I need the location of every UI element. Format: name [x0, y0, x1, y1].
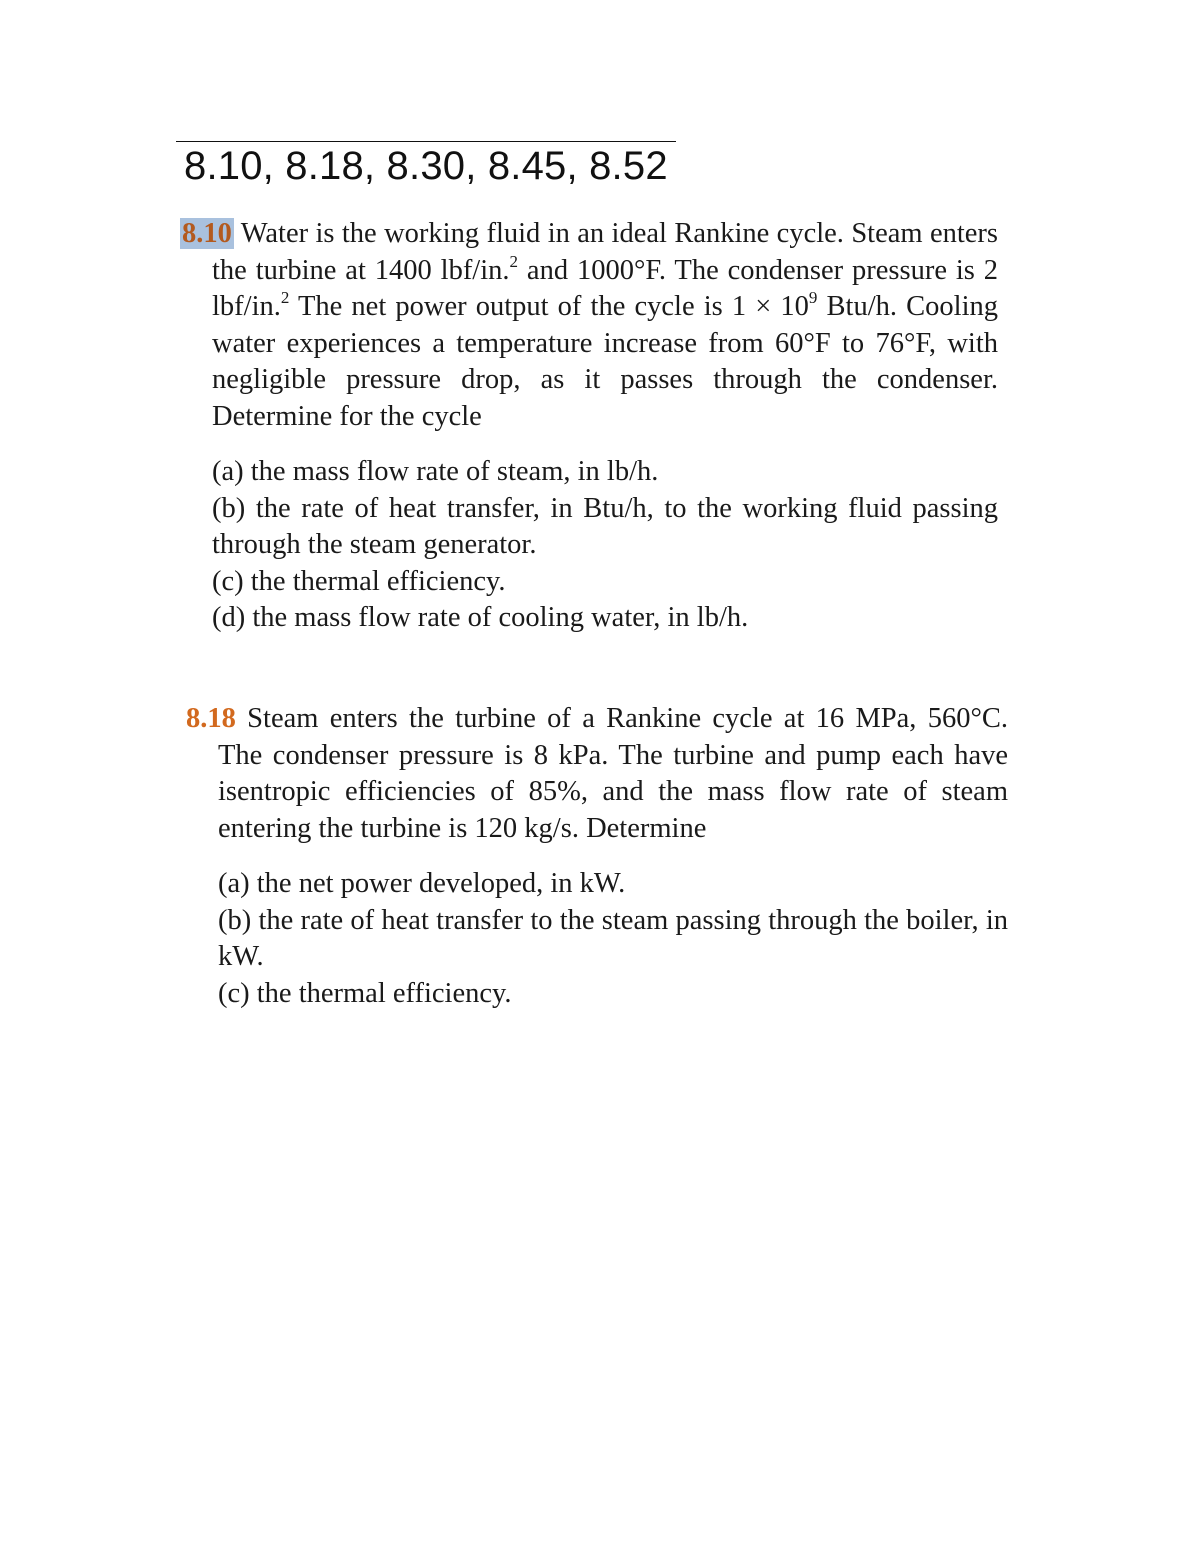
problem-number[interactable]: 8.10 [182, 218, 232, 249]
statement-text: Water is the working fluid in an ideal Rankine cycle. Steam enters the turbine at 1400 lbf/in. [212, 218, 998, 286]
part-list [186, 866, 1008, 1012]
problem-8-10 [180, 216, 998, 637]
problem-number: 8.18 [186, 703, 236, 734]
problem-statement [180, 216, 998, 435]
header-rule [176, 141, 676, 142]
page-title: 8.10, 8.18, 8.30, 8.45, 8.52 [184, 144, 668, 188]
problem-8-18 [186, 701, 1008, 1012]
part-c: (c) the thermal efficiency. [218, 977, 512, 1009]
superscript: 2 [509, 251, 519, 271]
part-d: (d) the mass flow rate of cooling water, in lb/h. [212, 602, 749, 633]
statement-text: Steam enters the turbine of a Rankine cycle at 16 MPa, 560°C. The condenser pressure is 8 kPa. The turbine and pump each have isentropic efficiencies of 85%, and the mass flow rate of steam entering the turbine is 120 kg/s. Determine [218, 703, 1008, 844]
part-a: (a) the mass flow rate of steam, in lb/h. [212, 456, 659, 487]
part-b: (b) the rate of heat transfer, in Btu/h, to the working fluid passing through the steam generator. [212, 492, 998, 560]
part-c: (c) the thermal efficiency. [212, 565, 506, 597]
statement-text: Btu/h. Cooling water experiences a temperature increase from 60°F to 76°F, with negligible pressure drop, as it passes through the condenser. Determine for the cycle [212, 291, 998, 432]
part-a: (a) the net power developed, in kW. [218, 868, 626, 899]
superscript: 9 [808, 288, 818, 307]
part-list [180, 454, 998, 637]
problem-statement [186, 701, 1008, 847]
statement-text: and 1000°F. The condenser pressure is 2 lbf/in. [212, 254, 999, 322]
part-b: (b) the rate of heat transfer to the steam passing through the boiler, in kW. [218, 904, 1008, 972]
statement-text: The net power output of the cycle is 1 × 10 [289, 291, 809, 322]
superscript: 2 [280, 288, 290, 307]
